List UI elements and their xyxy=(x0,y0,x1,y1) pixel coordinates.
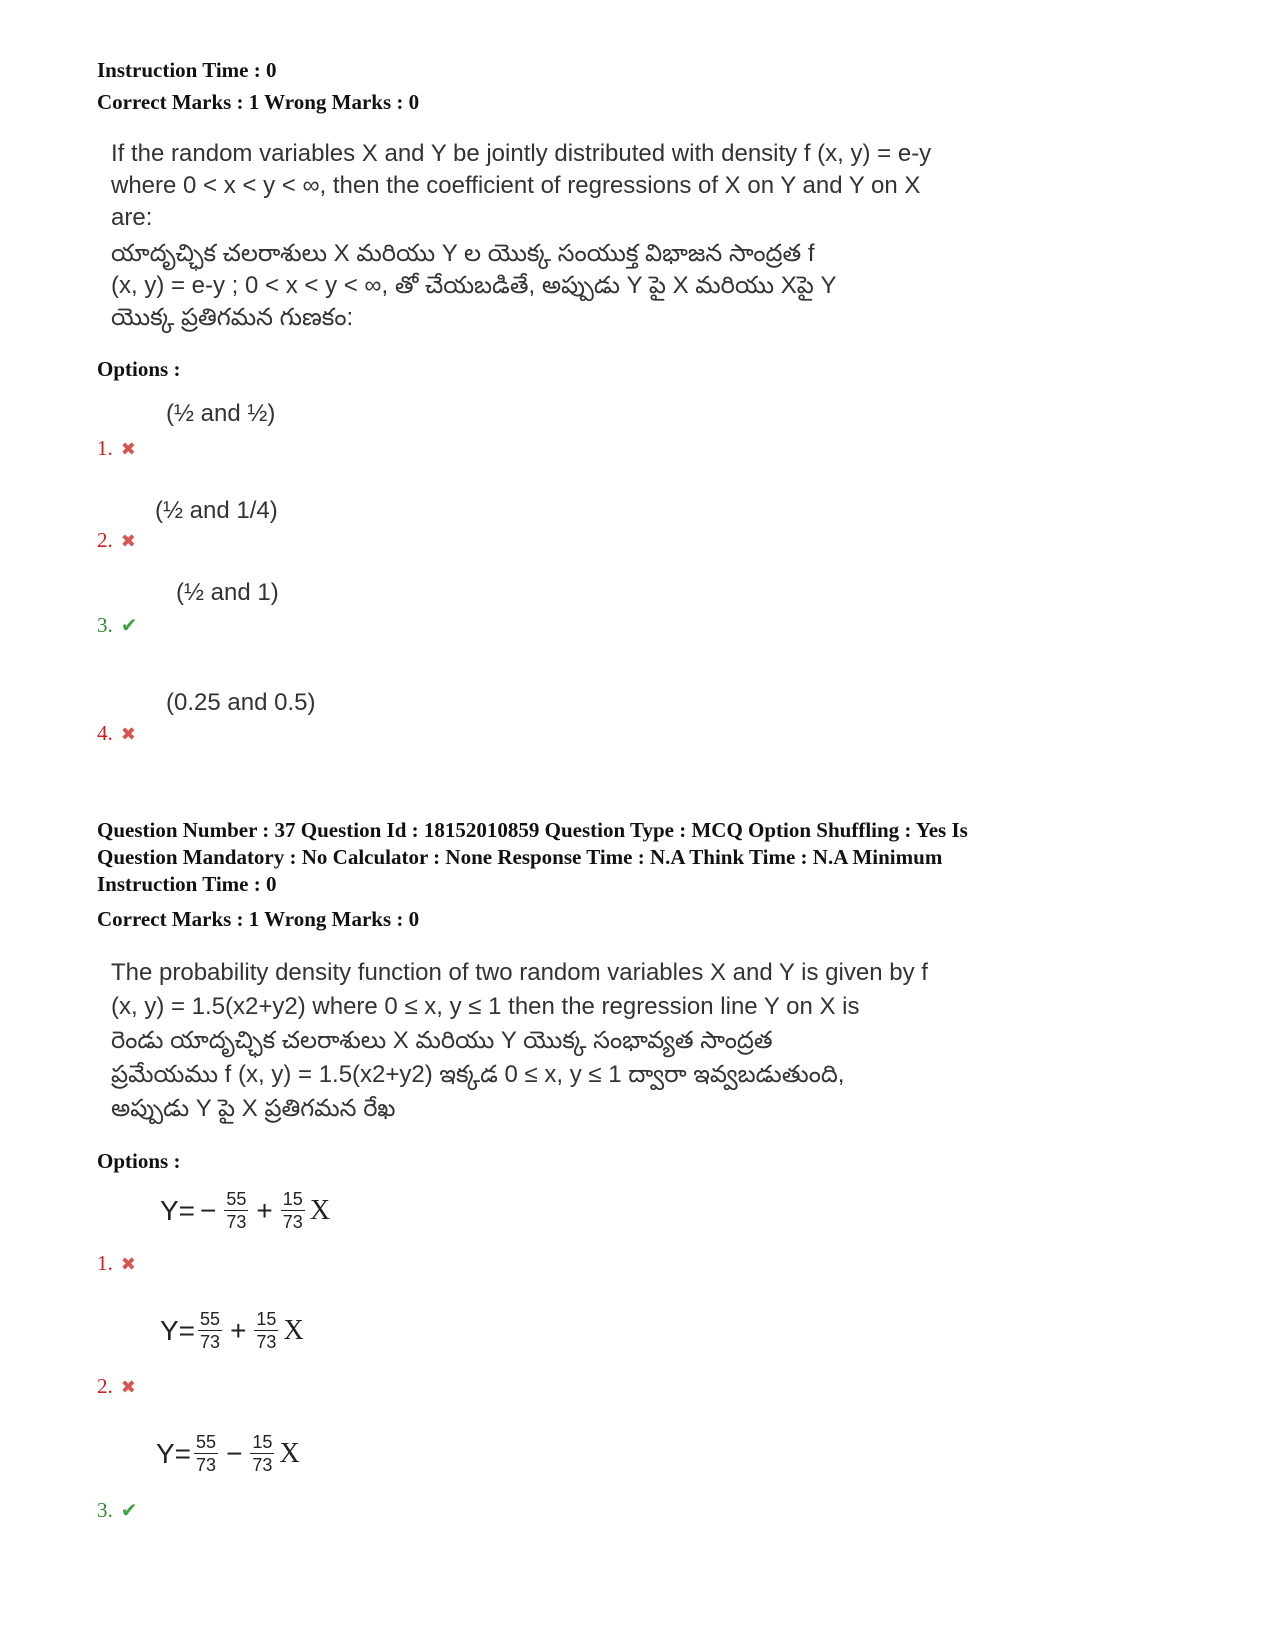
equation-lhs: Y= xyxy=(160,1194,196,1226)
cross-icon: ✖ xyxy=(120,724,136,744)
option-number xyxy=(97,528,136,553)
question-line-telugu: ప్రమేయము f (x, y) = 1.5(x2+y2) ఇక్కడ 0 ≤ x, y ≤ 1 ద్వారా ఇవ్వబడుతుంది, xyxy=(111,1061,845,1088)
option-index: 2. xyxy=(97,528,113,552)
equation-operator: − xyxy=(226,1437,243,1469)
instruction-time: Instruction Time : 0 xyxy=(97,58,277,82)
question-line-telugu: యొక్క ప్రతిగమన గుణకం: xyxy=(111,304,354,331)
equation-lhs: Y= xyxy=(156,1437,192,1469)
denominator: 73 xyxy=(256,1332,277,1352)
equation-operator: + xyxy=(230,1314,247,1346)
equation-operator: + xyxy=(256,1194,273,1226)
equation-variable: X xyxy=(279,1437,300,1469)
options-heading: Options : xyxy=(97,1149,181,1173)
marks-line: Correct Marks : 1 Wrong Marks : 0 xyxy=(97,90,420,114)
question-header-line: Question Mandatory : No Calculator : None Response Time : N.A Think Time : N.A Minimum xyxy=(97,845,943,869)
option-index: 2. xyxy=(97,1374,113,1398)
option-text: (0.25 and 0.5) xyxy=(166,689,316,716)
cross-icon: ✖ xyxy=(120,439,136,459)
check-icon: ✔ xyxy=(120,615,138,637)
cross-icon: ✖ xyxy=(120,531,136,551)
question-text xyxy=(111,956,1071,1126)
option-number xyxy=(97,1498,138,1523)
question-line-telugu: అప్పుడు Y పై X ప్రతిగమన రేఖ xyxy=(111,1095,396,1122)
question-text xyxy=(111,138,1071,334)
option-text: (½ and ½) xyxy=(166,400,276,427)
fraction xyxy=(194,1431,218,1476)
question-line-telugu: రెండు యాదృచ్ఛిక చలరాశులు X మరియు Y యొక్క సంభావ్యత సాంద్రత xyxy=(111,1027,773,1054)
numerator: 15 xyxy=(256,1309,277,1329)
denominator: 73 xyxy=(226,1212,247,1232)
option-equation xyxy=(156,1431,300,1476)
option-text: (½ and 1/4) xyxy=(155,497,278,524)
denominator: 73 xyxy=(252,1455,273,1475)
option-number xyxy=(97,613,138,638)
question-line: (x, y) = 1.5(x2+y2) where 0 ≤ x, y ≤ 1 then the regression line Y on X is xyxy=(111,993,860,1020)
option-index: 3. xyxy=(97,1498,113,1522)
denominator: 73 xyxy=(282,1212,303,1232)
option-index: 4. xyxy=(97,721,113,745)
equation-sign: − xyxy=(200,1194,217,1226)
question-header xyxy=(97,817,968,898)
option-equation xyxy=(160,1188,330,1233)
option-equation xyxy=(160,1308,304,1353)
option-index: 3. xyxy=(97,613,113,637)
option-number xyxy=(97,1374,136,1399)
question-header-line: Instruction Time : 0 xyxy=(97,872,277,896)
cross-icon: ✖ xyxy=(120,1254,136,1274)
question-line-telugu: (x, y) = e-y ; 0 < x < y < ∞, తో చేయబడితే, అప్పుడు Y పై X మరియు Xపై Y xyxy=(111,272,837,299)
marks-line: Correct Marks : 1 Wrong Marks : 0 xyxy=(97,907,420,931)
fraction xyxy=(254,1308,278,1353)
denominator: 73 xyxy=(196,1455,217,1475)
question-line-telugu: యాదృచ్ఛిక చలరాశులు X మరియు Y ల యొక్క సంయుక్త విభాజన సాంద్రత f xyxy=(111,240,815,267)
question-line: where 0 < x < y < ∞, then the coefficient of regressions of X on Y and Y on X xyxy=(111,172,921,199)
question-line: are: xyxy=(111,204,153,231)
check-icon: ✔ xyxy=(120,1500,138,1522)
fraction xyxy=(250,1431,274,1476)
numerator: 55 xyxy=(200,1309,221,1329)
equation-variable: X xyxy=(309,1194,331,1226)
options-heading: Options : xyxy=(97,357,181,381)
equation-lhs: Y= xyxy=(160,1314,196,1346)
fraction xyxy=(224,1188,248,1233)
option-index: 1. xyxy=(97,436,113,460)
numerator: 55 xyxy=(196,1432,217,1452)
numerator: 15 xyxy=(252,1432,273,1452)
question-line: The probability density function of two random variables X and Y is given by f xyxy=(111,959,928,986)
option-number xyxy=(97,436,136,461)
fraction xyxy=(198,1308,222,1353)
numerator: 15 xyxy=(282,1189,303,1209)
numerator: 55 xyxy=(226,1189,247,1209)
option-index: 1. xyxy=(97,1251,113,1275)
equation-variable: X xyxy=(283,1314,304,1346)
question-line: If the random variables X and Y be jointly distributed with density f (x, y) = e-y xyxy=(111,140,932,167)
option-number xyxy=(97,721,136,746)
cross-icon: ✖ xyxy=(120,1377,136,1397)
option-text: (½ and 1) xyxy=(176,579,279,606)
question-header-line: Question Number : 37 Question Id : 18152010859 Question Type : MCQ Option Shuffling : Yes Is xyxy=(97,818,968,842)
fraction xyxy=(281,1188,305,1233)
denominator: 73 xyxy=(200,1332,221,1352)
option-number xyxy=(97,1251,136,1276)
